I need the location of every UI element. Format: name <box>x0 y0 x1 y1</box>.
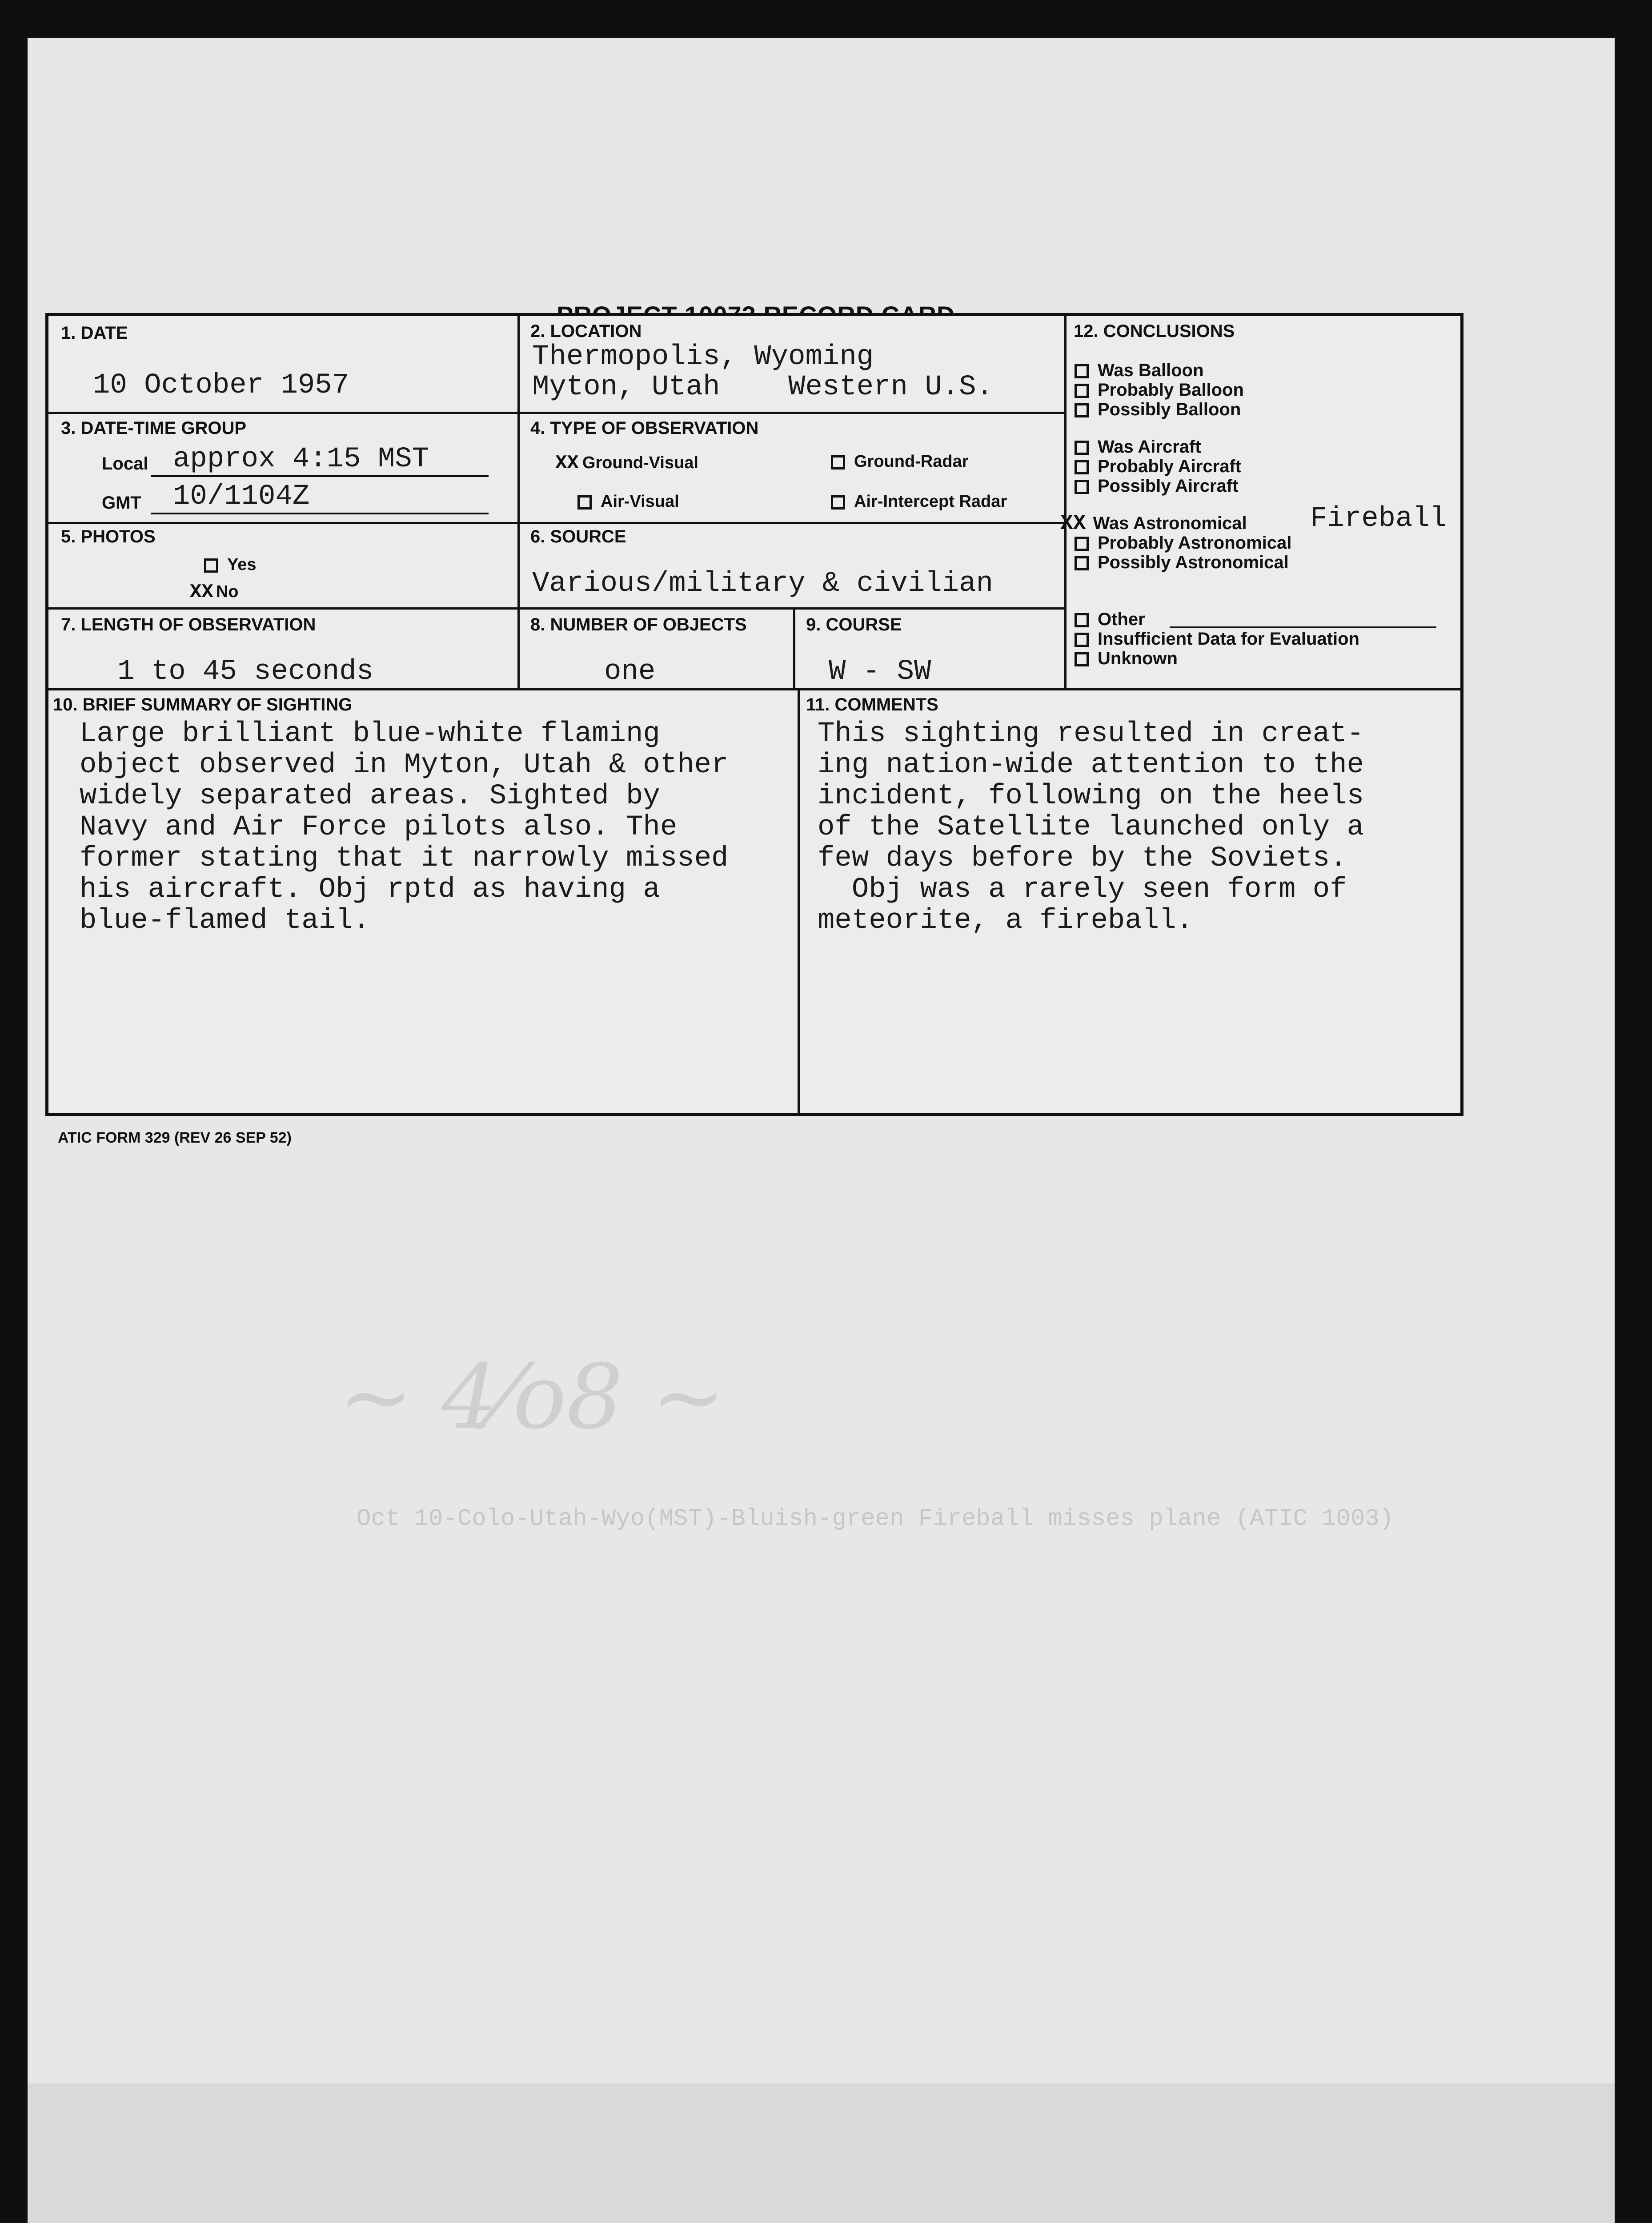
checkbox[interactable] <box>1075 460 1089 474</box>
checkbox[interactable] <box>1075 537 1089 551</box>
checkbox[interactable] <box>1075 652 1089 666</box>
location-cell <box>520 316 1067 414</box>
photos-yes-option[interactable]: Yes <box>204 555 257 574</box>
course-cell <box>795 610 1067 690</box>
conclusions-cell <box>1060 316 1460 690</box>
comments-line: This sighting resulted in creat- <box>818 718 1364 750</box>
astronomical-check-mark: XX <box>1060 512 1086 536</box>
conclusion-probably-balloon[interactable]: Probably Balloon <box>1075 380 1244 400</box>
bleed-through-text: Oct 10-Colo-Utah-Wyo(MST)-Bluish-green Fireball misses plane (ATIC 1003) <box>357 1505 1394 1533</box>
dtg-label: 3. DATE-TIME GROUP <box>61 418 247 438</box>
checkbox[interactable] <box>831 495 845 510</box>
course-value: W - SW <box>829 656 931 688</box>
conclusion-was-astronomical[interactable]: XX Was Astronomical <box>1060 512 1247 536</box>
air-visual-option[interactable]: Air-Visual <box>577 492 679 511</box>
comments-line: of the Satellite launched only a <box>818 811 1364 843</box>
ground-radar-option[interactable]: Ground-Radar <box>831 452 969 471</box>
conclusion-was-aircraft[interactable]: Was Aircraft <box>1075 437 1201 457</box>
comments-cell <box>800 690 1460 1113</box>
conclusion-possibly-aircraft[interactable]: Possibly Aircraft <box>1075 476 1238 496</box>
checkbox[interactable] <box>1075 364 1089 378</box>
comments-label: 11. COMMENTS <box>806 695 938 714</box>
summary-cell <box>48 690 800 1113</box>
checkbox[interactable] <box>204 558 218 573</box>
conclusion-probably-astronomical[interactable]: Probably Astronomical <box>1075 533 1291 553</box>
conclusion-was-balloon[interactable]: Was Balloon <box>1075 361 1204 380</box>
length-label: 7. LENGTH OF OBSERVATION <box>61 615 316 634</box>
date-time-group-cell <box>48 414 520 524</box>
checkbox[interactable] <box>1075 480 1089 494</box>
conclusion-probably-aircraft[interactable]: Probably Aircraft <box>1075 457 1241 476</box>
local-value: approx 4:15 MST <box>173 443 429 475</box>
checkbox[interactable] <box>1075 403 1089 417</box>
checkbox[interactable] <box>831 455 845 469</box>
location-line2: Myton, Utah Western U.S. <box>532 371 993 403</box>
astronomical-note: Fireball <box>1310 503 1447 535</box>
type-label: 4. TYPE OF OBSERVATION <box>530 418 759 438</box>
local-label: Local <box>102 454 148 473</box>
conclusion-other[interactable]: Other <box>1075 610 1145 629</box>
ground-visual-option[interactable]: XX Ground-Visual <box>555 452 698 474</box>
photos-label: 5. PHOTOS <box>61 527 156 546</box>
objects-cell <box>520 610 795 690</box>
checkbox[interactable] <box>1075 633 1089 647</box>
form-number: ATIC FORM 329 (REV 26 SEP 52) <box>58 1129 292 1146</box>
ground-visual-mark: XX <box>555 452 579 474</box>
pencil-scribble: ~ 4⁄o8 ~ <box>339 1345 726 1449</box>
source-cell <box>520 524 1067 610</box>
checkbox[interactable] <box>1075 556 1089 570</box>
summary-line: widely separated areas. Sighted by <box>80 780 660 812</box>
source-value: Various/military & civilian <box>532 568 993 600</box>
record-card <box>45 313 1464 1116</box>
conclusion-possibly-astronomical[interactable]: Possibly Astronomical <box>1075 553 1289 572</box>
photos-no-mark: XX <box>190 581 213 603</box>
air-intercept-option[interactable]: Air-Intercept Radar <box>831 492 1007 511</box>
summary-line: Large brilliant blue-white flaming <box>80 718 660 750</box>
checkbox[interactable] <box>1075 441 1089 455</box>
date-label: 1. DATE <box>61 323 128 343</box>
summary-line: object observed in Myton, Utah & other <box>80 749 729 781</box>
comments-line: meteorite, a fireball. <box>818 905 1193 937</box>
summary-line: blue-flamed tail. <box>80 905 370 937</box>
comments-line: ing nation-wide attention to the <box>818 749 1364 781</box>
source-label: 6. SOURCE <box>530 527 626 546</box>
date-value: 10 October 1957 <box>93 369 349 401</box>
summary-line: Navy and Air Force pilots also. The <box>80 811 678 843</box>
photos-no-option[interactable]: XX No <box>190 581 239 603</box>
local-line <box>151 475 489 477</box>
checkbox[interactable] <box>1075 384 1089 398</box>
conclusion-possibly-balloon[interactable]: Possibly Balloon <box>1075 400 1241 419</box>
summary-label: 10. BRIEF SUMMARY OF SIGHTING <box>53 695 353 714</box>
conclusions-label: 12. CONCLUSIONS <box>1074 321 1235 341</box>
course-label: 9. COURSE <box>806 615 902 634</box>
gmt-value: 10/1104Z <box>173 481 310 513</box>
date-cell <box>48 316 520 414</box>
type-of-observation-cell <box>520 414 1067 524</box>
gmt-line <box>151 513 489 514</box>
location-line1: Thermopolis, Wyoming <box>532 341 874 373</box>
gmt-label: GMT <box>102 493 141 513</box>
length-value: 1 to 45 seconds <box>117 656 374 688</box>
summary-line: his aircraft. Obj rptd as having a <box>80 874 660 906</box>
objects-value: one <box>604 656 656 688</box>
comments-line: few days before by the Soviets. <box>818 843 1347 875</box>
conclusion-insufficient-data[interactable]: Insufficient Data for Evaluation <box>1075 629 1359 649</box>
other-line <box>1170 626 1436 628</box>
checkbox[interactable] <box>577 495 592 510</box>
summary-line: former stating that it narrowly missed <box>80 843 729 875</box>
conclusion-unknown[interactable]: Unknown <box>1075 649 1178 668</box>
objects-label: 8. NUMBER OF OBJECTS <box>530 615 747 634</box>
length-cell <box>48 610 520 690</box>
checkbox[interactable] <box>1075 613 1089 627</box>
comments-line: incident, following on the heels <box>818 780 1364 812</box>
document-page <box>28 38 1615 2223</box>
comments-line: Obj was a rarely seen form of <box>818 874 1347 906</box>
location-label: 2. LOCATION <box>530 321 642 341</box>
photos-cell <box>48 524 520 610</box>
